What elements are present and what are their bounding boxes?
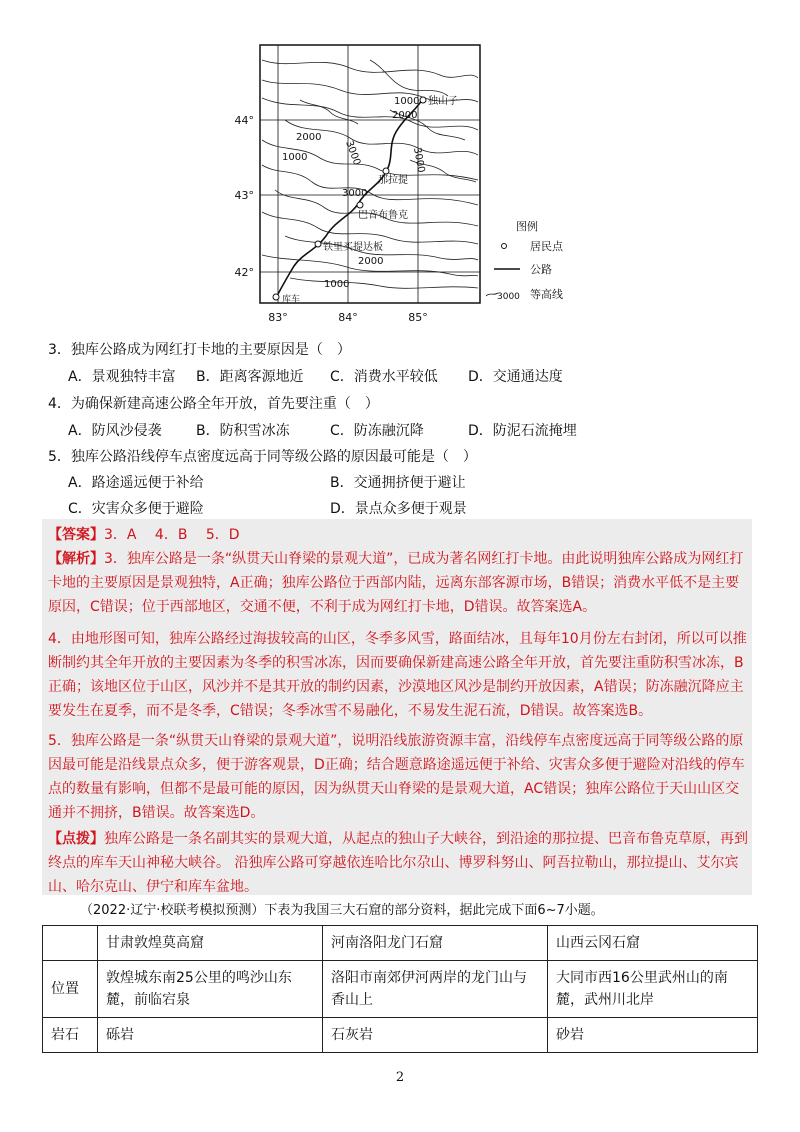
option-4d[interactable]: D．防泥石流掩埋 [468, 423, 577, 439]
page-number: 2 [395, 1070, 405, 1085]
question-4: 4．为确保新建高速公路全年开放，首先要注重（ ） [48, 396, 379, 412]
table-row [43, 961, 758, 1018]
table-header-cell: 甘肃敦煌莫高窟 [98, 926, 323, 961]
map-svg [190, 40, 610, 330]
legend-contour-sample: 3000 [497, 292, 520, 302]
contour-label: 2000 [296, 132, 322, 143]
table-cell: 大同市西16公里武州山的南麓，武州川北岸 [548, 961, 758, 1018]
question-5: 5．独库公路沿线停车点密度远高于同等级公路的原因最可能是（ ） [48, 449, 477, 465]
lat-label: 42° [234, 266, 254, 279]
place-label: 独山子 [428, 96, 458, 107]
lon-label: 83° [268, 311, 288, 324]
map-legend [486, 219, 564, 302]
option-5b[interactable]: B．交通拥挤便于避让 [330, 475, 466, 491]
contour-label: 1000 [324, 279, 350, 290]
legend-title: 图例 [516, 220, 538, 233]
settlement-bayinbuluke [357, 202, 363, 208]
option-5c[interactable]: C．灾害众多便于避险 [68, 501, 204, 517]
settlement-nalati [383, 168, 389, 174]
table-cell: 岩石 [43, 1018, 98, 1053]
table-header-cell: 山西云冈石窟 [548, 926, 758, 961]
table-cell: 敦煌城东南25公里的鸣沙山东麓，前临宕泉 [98, 961, 323, 1018]
table-cell: 位置 [43, 961, 98, 1018]
answer-text: 3．A 4．B 5．D [104, 527, 240, 543]
table-header-cell [43, 926, 98, 961]
table-header-cell: 河南洛阳龙门石窟 [323, 926, 548, 961]
lat-label: 44° [234, 114, 254, 127]
contour-label: 3000 [342, 188, 368, 199]
option-5a[interactable]: A．路途遥远便于补给 [68, 475, 204, 491]
settlement-dushanzi [420, 97, 426, 103]
contour-label: 2000 [392, 110, 418, 121]
tip-paragraph [48, 827, 748, 899]
topographic-map [190, 40, 610, 330]
answer-line [48, 523, 748, 547]
lon-label: 85° [408, 311, 428, 324]
option-3d[interactable]: D．交通通达度 [468, 369, 563, 385]
analysis-p1-text: 3．独库公路是一条“纵贯天山脊梁的景观大道”，已成为著名网红打卡地。由此说明独库公路成为网红打卡地的主要原因是景观独特，A正确；独库公路位于西部内陆，远离东部客源市场，B错误；消费水平低不是主要原因，C错误；位于西部地区，交通不便，不利于成为网红打卡地，D错误。故答案选A。 [48, 551, 744, 615]
table-cell: 洛阳市南郊伊河两岸的龙门山与香山上 [323, 961, 548, 1018]
analysis-p3: 5．独库公路是一条“纵贯天山脊梁的景观大道”，说明沿线旅游资源丰富，沿线停车点密度远高于同等级公路的原因最可能是沿线景点众多，便于游客观景，D正确；结合题意路途遥远便于补给、灾害众多便于避险对沿线的停车点的数量有影响，但都不是最可能的原因，因为纵贯天山脊梁的是景观大道，AC错误；独库公路位于天山山区交通并不拥挤，B错误。故答案选D。 [48, 733, 745, 821]
option-5d[interactable]: D．景点众多便于观景 [330, 501, 467, 517]
table-row [43, 1018, 758, 1053]
legend-item: 等高线 [530, 288, 563, 301]
legend-item: 居民点 [530, 240, 563, 253]
contour-label: 2000 [358, 256, 384, 267]
tip-text: 独库公路是一条名副其实的景观大道，从起点的独山子大峡谷，到沿途的那拉提、巴音布鲁克草原，再到终点的库车天山神秘大峡谷。 沿独库公路可穿越依连哈比尔尕山、博罗科努山、阿吾拉勒山，那拉提山、艾尔宾山、哈尔克山、伊宁和库车盆地。 [48, 831, 748, 895]
question-3: 3．独库公路成为网红打卡地的主要原因是（ ） [48, 342, 351, 358]
answer-tag: 【答案】 [48, 527, 104, 543]
settlement-icon [502, 244, 507, 249]
place-label: 库车 [282, 295, 301, 305]
lat-label: 43° [234, 189, 254, 202]
option-3c[interactable]: C．消费水平较低 [330, 369, 438, 385]
legend-item: 公路 [530, 263, 552, 276]
analysis-p1 [48, 547, 748, 619]
contour-label: 3000 [343, 139, 363, 167]
contour-label: 3000 [411, 146, 427, 174]
table-header-row [43, 926, 758, 961]
place-label: 巴音布鲁克 [358, 210, 408, 221]
settlement-kuche [273, 294, 279, 300]
table-cell: 石灰岩 [323, 1018, 548, 1053]
option-4a[interactable]: A．防风沙侵袭 [68, 423, 162, 439]
option-3b[interactable]: B．距离客源地近 [196, 369, 304, 385]
table-cell: 砾岩 [98, 1018, 323, 1053]
option-4c[interactable]: C．防冻融沉降 [330, 423, 424, 439]
settlement-tielimaiti [315, 241, 321, 247]
contour-label: 1000 [394, 96, 420, 107]
option-4b[interactable]: B．防积雪冰冻 [196, 423, 290, 439]
contour-label: 1000 [282, 152, 308, 163]
analysis-p2: 4．由地形图可知，独库公路经过海拔较高的山区，冬季多风雪，路面结冰，且每年10月份左右封闭，所以可以推断制约其全年开放的主要因素为冬季的积雪冰冻，因而要确保新建高速公路全年开放，首先要注重防积雪冰冻，B正确；该地区位于山区，风沙并不是其开放的制约因素，沙漠地区风沙是制约开放因素，A错误；防冻融沉降应主要发生在夏季，而不是冬季，C错误；冬季冰雪不易融化，不易发生泥石流，D错误。故答案选B。 [48, 631, 747, 719]
lon-label: 84° [338, 311, 358, 324]
analysis-tag: 【解析】 [48, 551, 104, 567]
section-intro: （2022·辽宁·校联考模拟预测）下表为我国三大石窟的部分资料，据此完成下面6~7小题。 [80, 903, 604, 918]
place-label: 铁里买提达板 [323, 242, 383, 253]
grotto-table [42, 925, 758, 1053]
table-cell: 砂岩 [548, 1018, 758, 1053]
tip-tag: 【点拨】 [48, 831, 104, 847]
option-3a[interactable]: A．景观独特丰富 [68, 369, 176, 385]
place-label: 那拉提 [378, 175, 408, 186]
